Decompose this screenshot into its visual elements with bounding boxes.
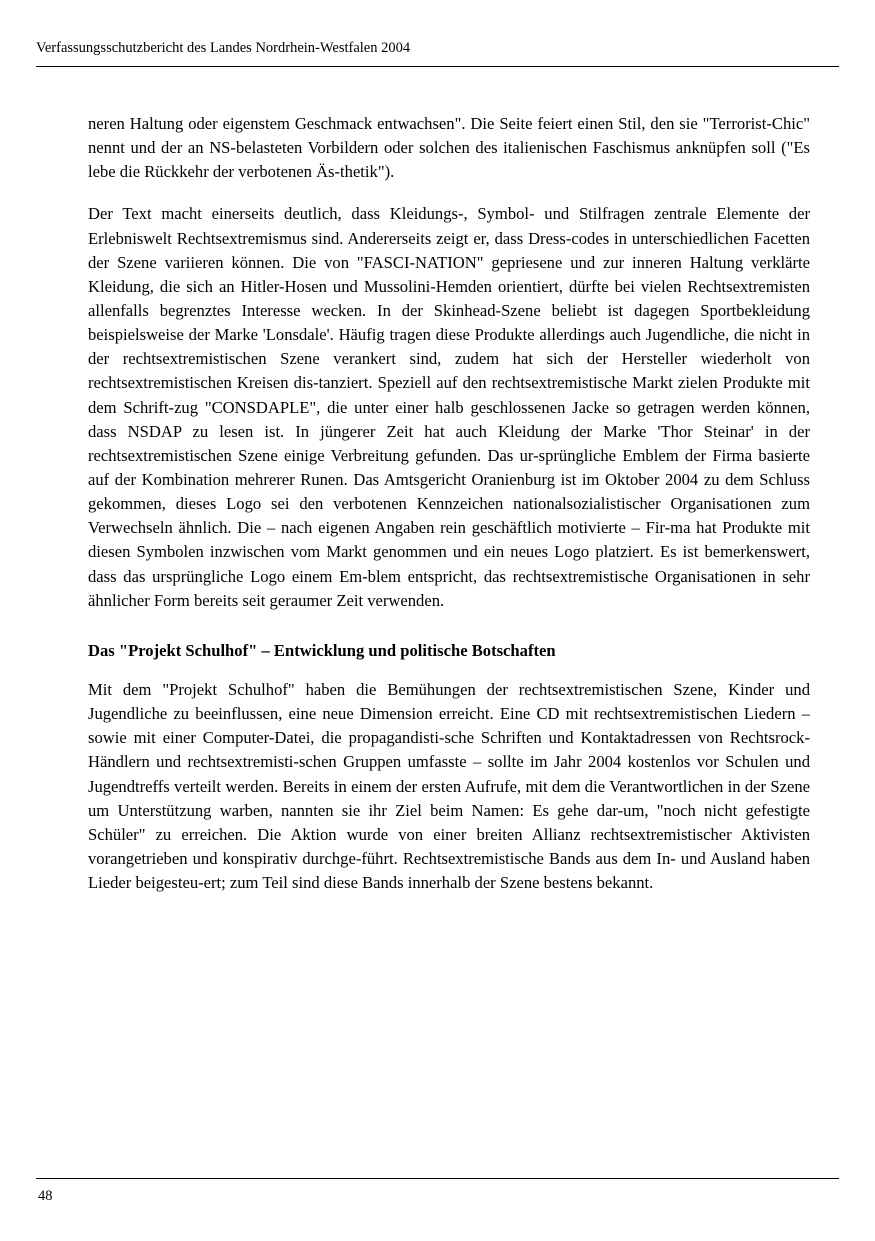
paragraph: neren Haltung oder eigenstem Geschmack entwachsen". Die Seite feiert einen Stil, den sie "Terrorist-Chic" nennt und der an NS-belasteten Vorbildern oder solchen des italienischen Faschismus anknüpfen soll ("Es lebe die Rückkehr der verbotenen Äs-thetik"). xyxy=(88,114,810,182)
paragraph: Der Text macht einerseits deutlich, dass Kleidungs-, Symbol- und Stilfragen zentrale Elemente der Erlebniswelt Rechtsextremismus sind. Andererseits zeigt er, dass Dress-codes in unterschiedlichen Facetten der Szene variieren können. Die von "FASCI-NATION" gepriesene und zur inneren Haltung verklärte Kleidung, die sich an Hitler-Hosen und Mussolini-Hemden orientiert, dürfte bei vielen Rechtsextremisten allenfalls begrenztes Interesse wecken. In der Skinhead-Szene beliebt ist dagegen Sportbekleidung beispielsweise der Marke 'Lonsdale'. Häufig tragen diese Produkte allerdings auch Jugendliche, die nicht in der rechtsextremistischen Szene verankert sind, zudem hat sich der Hersteller wiederholt von rechtsextremistischen Kreisen dis-tanziert. Speziell auf den rechtsextremistische Markt zielen Produkte mit dem Schrift-zug "CONSDAPLE", die unter einer halb geschlossenen Jacke so getragen werden können, dass NSDAP zu lesen ist. In jüngerer Zeit hat auch Kleidung der Marke 'Thor Steinar' in der rechtsextremistischen Szene einige Verbreitung gefunden. Das ur-sprüngliche Emblem der Firma basierte auf der Kombination mehrerer Runen. Das Amtsgericht Oranienburg ist im Oktober 2004 zu dem Schluss gekommen, dieses Logo sei den verbotenen Kennzeichen nationalsozialistischer Organisationen zum Verwechseln ähnlich. Die – nach eigenen Angaben rein geschäftlich motivierte – Fir-ma hat Produkte mit diesen Symbolen inzwischen vom Markt genommen und ein neues Logo platziert. Es ist bemerkenswert, dass das ursprüngliche Logo einem Em-blem entspricht, das rechtsextremistische Organisationen in sehr ähnlicher Form bereits seit geraumer Zeit verwenden. xyxy=(88,204,810,610)
paragraph: Mit dem "Projekt Schulhof" haben die Bemühungen der rechtsextremistischen Szene, Kinder und Jugendliche zu beeinflussen, eine neue Dimension erreicht. Eine CD mit rechtsextremistischen Liedern – sowie mit einer Computer-Datei, die propagandisti-sche Schriften und Kontaktadressen von Rechtsrock-Händlern und rechtsextremisti-schen Gruppen umfasste – sollte im Jahr 2004 kostenlos vor Schulen und Jugendtreffs verteilt werden. Bereits in einem der ersten Aufrufe, mit dem die Verantwortlichen in der Szene um Unterstützung warben, nannten sie ihr Ziel beim Namen: Es gehe dar-um, "noch nicht gefestigte Schüler" zu erreichen. Die Aktion wurde von einer breiten Allianz rechtsextremistischer Aktivisten vorangetrieben und konspirativ durchge-führt. Rechtsextremistische Bands aus dem In- und Ausland haben Lieder beigesteu-ert; zum Teil sind diese Bands innerhalb der Szene bestens bekannt. xyxy=(88,680,810,893)
header-divider xyxy=(36,66,839,67)
section-heading: Das "Projekt Schulhof" – Entwicklung und politische Botschaften xyxy=(88,640,556,660)
footer-divider xyxy=(36,1178,839,1179)
page-number: 48 xyxy=(38,1188,53,1204)
page-content xyxy=(88,112,810,895)
running-header: Verfassungsschutzbericht des Landes Nordrhein-Westfalen 2004 xyxy=(36,40,411,56)
